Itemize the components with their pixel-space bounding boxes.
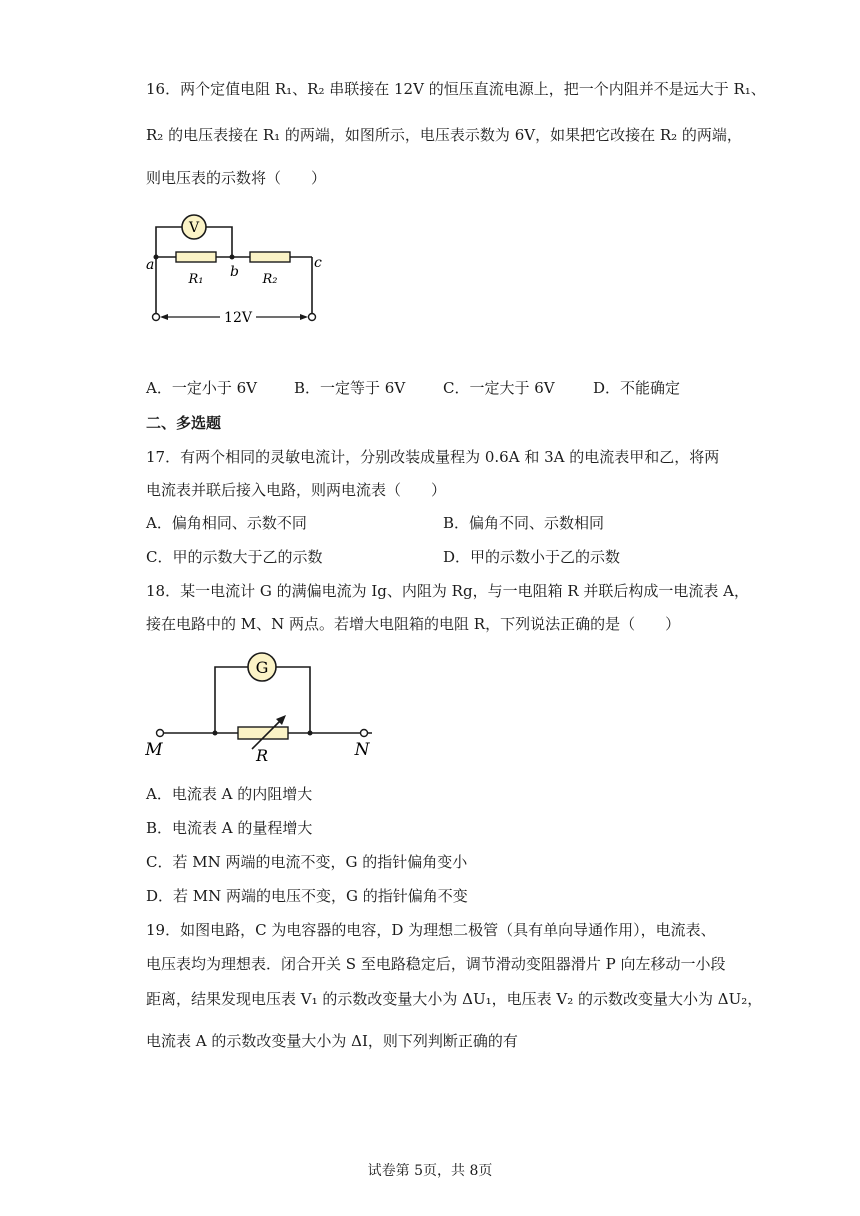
r1-label: R₁: [188, 272, 204, 287]
terminal-left: [153, 314, 160, 321]
q18-line-1: 18．某一电流计 G 的满偏电流为 Ig、内阻为 Rg，与一电阻箱 R 并联后构成一电流表 A，: [146, 582, 749, 600]
q17-option-d: D．甲的示数小于乙的示数: [443, 548, 621, 566]
q17-option-a: A．偏角相同、示数不同: [146, 514, 307, 532]
terminal-right: [309, 314, 316, 321]
q16-line-3: 则电压表的示数将（ ）: [146, 169, 327, 187]
node-b-label: b: [230, 264, 239, 280]
supply-voltage-label: 12V: [224, 310, 252, 326]
q17-option-c: C．甲的示数大于乙的示数: [146, 548, 323, 566]
q16-line-1: 16．两个定值电阻 R₁、R₂ 串联接在 12V 的恒压直流电源上，把一个内阻并不是远大于 R₁、: [146, 80, 766, 98]
q18-option-c: C．若 MN 两端的电流不变，G 的指针偏角变小: [146, 853, 468, 871]
page-footer: 试卷第 5页，共 8页: [367, 1163, 493, 1179]
point-m-label: M: [145, 740, 163, 760]
q17-option-b: B．偏角不同、示数相同: [443, 514, 605, 532]
q16-option-a: A．一定小于 6V: [146, 379, 257, 397]
q16-circuit-diagram: [140, 205, 340, 330]
q17-line-2: 电流表并联后接入电路，则两电流表（ ）: [146, 481, 447, 499]
node-c-label: c: [314, 255, 322, 271]
q18-option-a: A．电流表 A 的内阻增大: [146, 785, 313, 803]
q16-option-d: D．不能确定: [593, 379, 681, 397]
q19-line-3: 距离，结果发现电压表 V₁ 的示数改变量大小为 ΔU₁，电压表 V₂ 的示数改变量大小为 ΔU₂，: [146, 990, 763, 1008]
q16-option-c: C．一定大于 6V: [443, 379, 555, 397]
q18-line-2: 接在电路中的 M、N 两点。若增大电阻箱的电阻 R，下列说法正确的是（ ）: [146, 615, 681, 633]
resistor-r2: [250, 252, 290, 262]
section-heading: 二、多选题: [146, 414, 222, 432]
voltmeter-label: V: [188, 220, 200, 236]
q18-option-d: D．若 MN 两端的电压不变，G 的指针偏角不变: [146, 887, 468, 905]
q18-circuit-diagram: [140, 645, 380, 770]
node-a-label: a: [146, 257, 155, 273]
q19-line-1: 19．如图电路，C 为电容器的电容，D 为理想二极管（具有单向导通作用），电流表、: [146, 921, 716, 939]
q19-line-2: 电压表均为理想表．闭合开关 S 至电路稳定后，调节滑动变阻器滑片 P 向左移动一小段: [146, 955, 726, 973]
terminal-n: [361, 730, 368, 737]
galvanometer-label: G: [255, 658, 269, 677]
q18-option-b: B．电流表 A 的量程增大: [146, 819, 313, 837]
resistor-r1: [176, 252, 216, 262]
r2-label: R₂: [262, 272, 278, 287]
q16-option-b: B．一定等于 6V: [294, 379, 406, 397]
q19-line-4: 电流表 A 的示数改变量大小为 ΔI，则下列判断正确的有: [146, 1032, 518, 1050]
q16-line-2: R₂ 的电压表接在 R₁ 的两端，如图所示，电压表示数为 6V，如果把它改接在 R₂ 的两端，: [146, 126, 742, 144]
terminal-m: [157, 730, 164, 737]
q17-line-1: 17．有两个相同的灵敏电流计，分别改装成量程为 0.6A 和 3A 的电流表甲和乙，将两: [146, 448, 720, 466]
point-n-label: N: [354, 740, 370, 760]
resistor-label: R: [255, 746, 269, 765]
